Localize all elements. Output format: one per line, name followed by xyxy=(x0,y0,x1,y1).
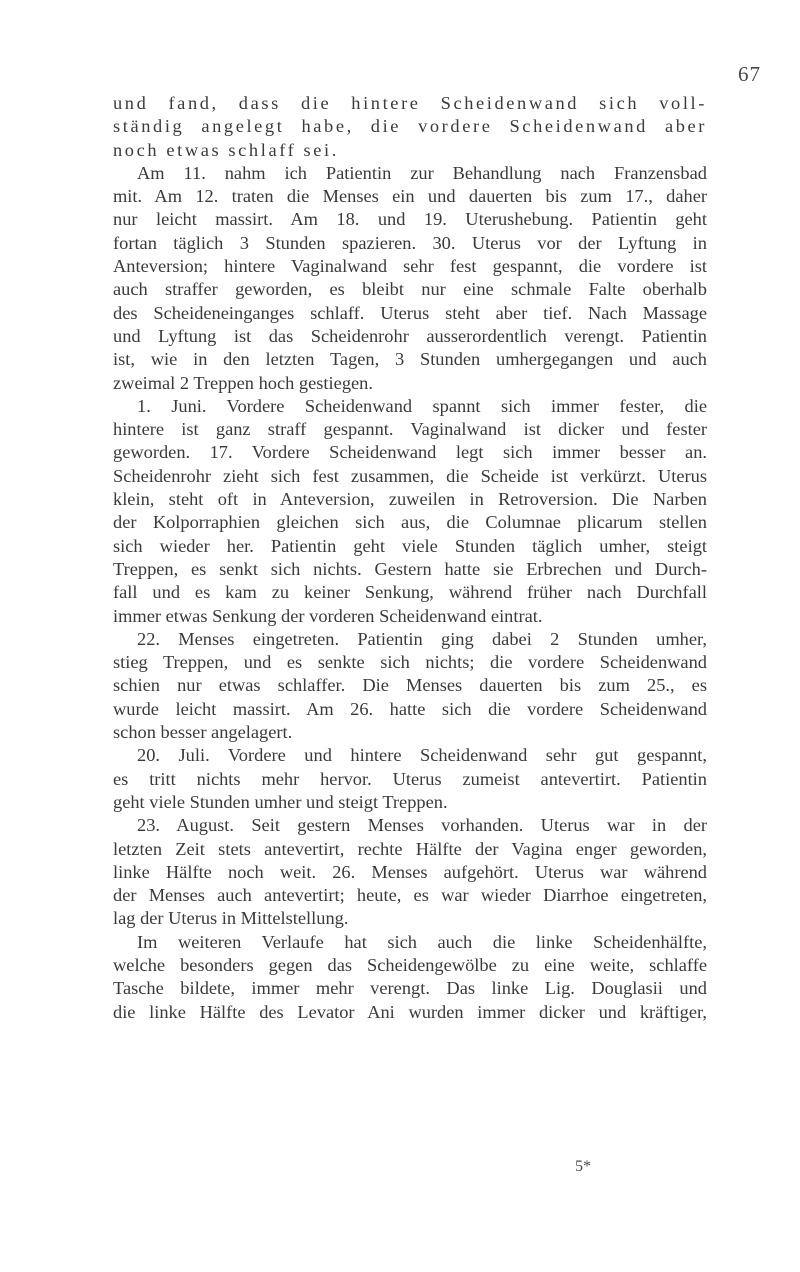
text-line: mit. Am 12. traten die Menses ein und dauerten bis zum 17., daher xyxy=(113,186,707,207)
text-line: die linke Hälfte des Levator Ani wurden immer dicker und kräftiger, xyxy=(113,1001,707,1022)
text-line: hintere ist ganz straff gespannt. Vaginalwand ist dicker und fester xyxy=(113,419,707,440)
text-line: schon besser angelagert. xyxy=(113,722,293,743)
text-line: 23. August. Seit gestern Menses vorhanden. Uterus war in der xyxy=(137,815,707,836)
body-text xyxy=(113,92,707,1024)
text-line: letzten Zeit stets antevertirt, rechte Hälfte der Vagina enger geworden, xyxy=(113,838,707,859)
text-line: Scheidenrohr zieht sich fest zusammen, die Scheide ist verkürzt. Uterus xyxy=(113,465,707,486)
text-line: es tritt nichts mehr hervor. Uterus zumeist antevertirt. Patientin xyxy=(113,768,707,789)
text-line: immer etwas Senkung der vorderen Scheidenwand eintrat. xyxy=(113,605,543,626)
text-line: geht viele Stunden umher und steigt Treppen. xyxy=(113,791,448,812)
text-line: und Lyftung ist das Scheidenrohr ausserordentlich verengt. Patientin xyxy=(113,325,707,346)
text-line: schien nur etwas schlaffer. Die Menses dauerten bis zum 25., es xyxy=(113,675,707,696)
text-line: sich wieder her. Patientin geht viele Stunden täglich umher, steigt xyxy=(113,535,707,556)
text-line: des Scheideneinganges schlaff. Uterus steht aber tief. Nach Massage xyxy=(113,302,707,323)
text-line: der Kolporraphien gleichen sich aus, die Columnae plicarum stellen xyxy=(113,512,707,533)
text-line: nur leicht massirt. Am 18. und 19. Uterushebung. Patientin geht xyxy=(113,209,707,230)
text-line: welche besonders gegen das Scheidengewölbe zu eine weite, schlaffe xyxy=(113,954,707,975)
page-number: 67 xyxy=(738,62,761,86)
text-line: klein, steht oft in Anteversion, zuweilen in Retroversion. Die Narben xyxy=(113,489,707,510)
text-line: auch straffer geworden, es bleibt nur eine schmale Falte oberhalb xyxy=(113,279,707,300)
text-line: ist, wie in den letzten Tagen, 3 Stunden umhergegangen und auch xyxy=(113,349,707,370)
text-line: zweimal 2 Treppen hoch gestiegen. xyxy=(113,372,373,393)
text-line: lag der Uterus in Mittelstellung. xyxy=(113,908,349,929)
text-line: Tasche bildete, immer mehr verengt. Das linke Lig. Douglasii und xyxy=(113,978,707,999)
text-line: Anteversion; hintere Vaginalwand sehr fest gespannt, die vordere ist xyxy=(113,256,707,277)
text-line: Am 11. nahm ich Patientin zur Behandlung nach Franzensbad xyxy=(137,162,707,183)
printer-signature: 5* xyxy=(575,1158,591,1175)
text-line: Im weiteren Verlaufe hat sich auch die linke Scheidenhälfte, xyxy=(137,931,707,952)
text-line: noch etwas schlaff sei. xyxy=(113,139,339,160)
text-line: 22. Menses eingetreten. Patientin ging dabei 2 Stunden umher, xyxy=(137,628,707,649)
text-line: 20. Juli. Vordere und hintere Scheidenwand sehr gut gespannt, xyxy=(137,745,707,766)
text-line: ständig angelegt habe, die vordere Scheidenwand aber xyxy=(113,116,707,137)
text-line: der Menses auch antevertirt; heute, es war wieder Diarrhoe eingetreten, xyxy=(113,885,707,906)
text-line: wurde leicht massirt. Am 26. hatte sich die vordere Scheidenwand xyxy=(113,698,707,719)
text-line: fall und es kam zu keiner Senkung, während früher nach Durchfall xyxy=(113,582,707,603)
text-line: fortan täglich 3 Stunden spazieren. 30. Uterus vor der Lyftung in xyxy=(113,232,707,253)
text-line: und fand, dass die hintere Scheidenwand sich voll- xyxy=(113,93,707,113)
text-line: geworden. 17. Vordere Scheidenwand legt sich immer besser an. xyxy=(113,442,707,463)
text-line: 1. Juni. Vordere Scheidenwand spannt sich immer fester, die xyxy=(137,395,707,416)
text-line: stieg Treppen, und es senkte sich nichts; die vordere Scheidenwand xyxy=(113,652,707,673)
text-line: Treppen, es senkt sich nichts. Gestern hatte sie Erbrechen und Durch- xyxy=(113,558,707,579)
text-line: linke Hälfte noch weit. 26. Menses aufgehört. Uterus war während xyxy=(113,861,707,882)
